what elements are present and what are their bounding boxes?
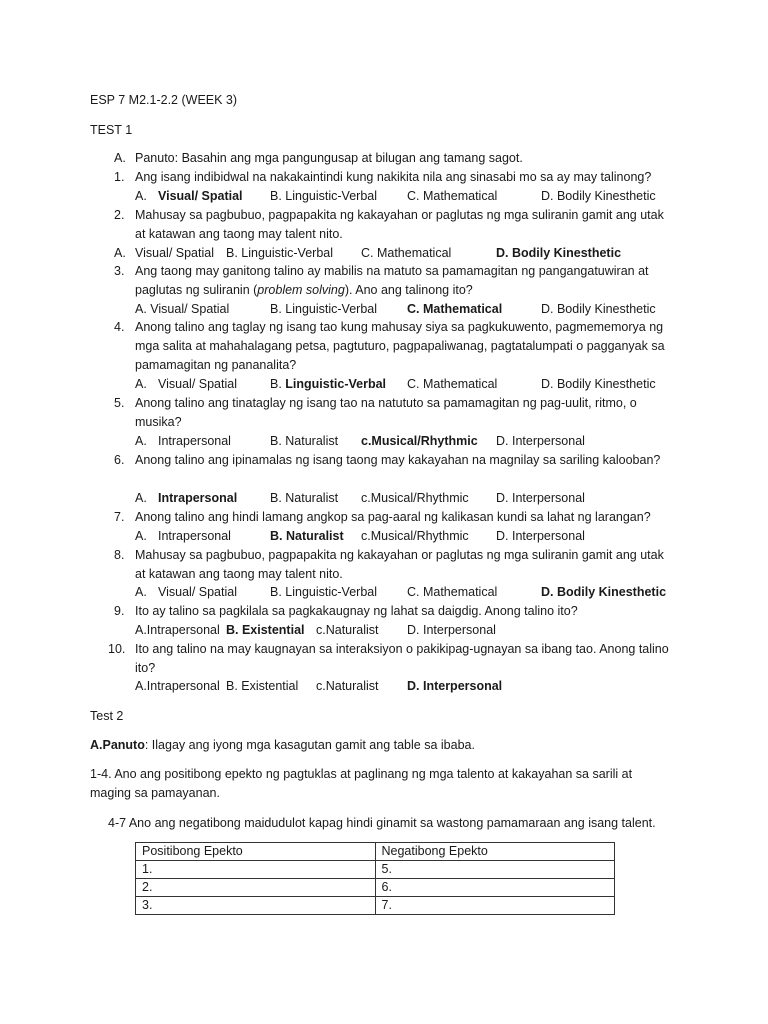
q10-text-line2: ito? — [135, 661, 156, 675]
q3-line2-prefix: paglutas ng suliranin ( — [135, 283, 258, 297]
table-cell[interactable]: 5. — [375, 861, 615, 879]
panuto-text: Panuto: Basahin ang mga pangungusap at bilugan ang tamang sagot. — [135, 151, 523, 165]
panuto-marker: A. — [114, 151, 126, 165]
q10-option-a[interactable]: A.Intrapersonal — [135, 679, 220, 693]
table-cell[interactable]: 1. — [136, 861, 376, 879]
q7-number: 7. — [114, 510, 125, 524]
test2-q1-4-line1: 1-4. Ano ang positibong epekto ng pagtuklas at paglinang ng mga talento at kakayahan sa sarili at — [90, 767, 633, 781]
table-row — [136, 879, 615, 897]
table-cell[interactable]: 7. — [375, 897, 615, 915]
q3-line2-suffix: ). Ano ang talinong ito? — [344, 283, 473, 297]
q8-number: 8. — [114, 548, 125, 562]
q9-number: 9. — [114, 604, 125, 618]
q7-text: Anong talino ang hindi lamang angkop sa pag-aaral ng kalikasan kundi sa lahat ng larangan? — [135, 510, 651, 524]
q8-option-c[interactable]: C. Mathematical — [407, 585, 498, 599]
q8-option-b[interactable]: B. Linguistic-Verbal — [270, 585, 378, 599]
q4-option-c[interactable]: C. Mathematical — [407, 377, 498, 391]
q5-text-line1: Anong talino ang tinataglay ng isang tao na natututo sa pamamagitan ng pag-uulit, ritmo, o — [135, 396, 637, 410]
table-header-positive: Positibong Epekto — [136, 843, 376, 861]
table-row — [136, 861, 615, 879]
q1-option-b[interactable]: B. Linguistic-Verbal — [270, 189, 378, 203]
q3-text-line1: Ang taong may ganitong talino ay mabilis na matuto sa pamamagitan ng pangangatuwiran at — [135, 264, 649, 278]
q6-text: Anong talino ang ipinamalas ng isang taong may kakayahan na magnilay sa sariling kalooban? — [135, 453, 661, 467]
q8-option-d[interactable]: D. Bodily Kinesthetic — [541, 585, 667, 599]
q2-text-line1: Mahusay sa pagbubuo, pagpapakita ng kakayahan or paglutas ng mga suliranin gamit ang utak — [135, 208, 664, 222]
q6-number: 6. — [114, 453, 125, 467]
q7-option-d[interactable]: D. Interpersonal — [496, 529, 585, 543]
q5-option-d[interactable]: D. Interpersonal — [496, 434, 585, 448]
q6-option-c[interactable]: c.Musical/Rhythmic — [361, 491, 469, 505]
q4-option-b[interactable] — [270, 377, 386, 391]
q10-option-d[interactable]: D. Interpersonal — [407, 679, 503, 693]
q3-option-a[interactable]: A. Visual/ Spatial — [135, 302, 230, 316]
test2-panuto-text: : Ilagay ang iyong mga kasagutan gamit ang table sa ibaba. — [144, 738, 475, 752]
q2-option-c[interactable]: C. Mathematical — [361, 246, 452, 260]
q8-text-line2: at katawan ang taong may talent nito. — [135, 567, 343, 581]
q9-text: Ito ay talino sa pagkilala sa pagkakaugnay ng lahat sa daigdig. Anong talino ito? — [135, 604, 578, 618]
q5-option-a[interactable]: Intrapersonal — [158, 434, 231, 448]
q1-text: Ang isang indibidwal na nakakaintindi kung nakikita nila ang sinasabi mo sa ay may talinong? — [135, 170, 652, 184]
q10-option-c[interactable]: c.Naturalist — [316, 679, 379, 693]
test1-heading: TEST 1 — [90, 123, 133, 137]
test2-q1-4-line2: maging sa pamayanan. — [90, 786, 220, 800]
q3-option-d[interactable]: D. Bodily Kinesthetic — [541, 302, 656, 316]
q9-option-d[interactable]: D. Interpersonal — [407, 623, 496, 637]
q2-number: 2. — [114, 208, 125, 222]
q5-option-a-marker: A. — [135, 434, 147, 448]
answer-table — [135, 842, 615, 915]
q9-option-c[interactable]: c.Naturalist — [316, 623, 379, 637]
q4-text-line2: mga salita at mahahalagang petsa, pagtuturo, pagpapaliwanag, pagtatalumpati o pagganyak sa — [135, 339, 665, 353]
q10-number: 10. — [108, 642, 126, 656]
table-row — [136, 897, 615, 915]
q4-option-d[interactable]: D. Bodily Kinesthetic — [541, 377, 656, 391]
q2-text-line2: at katawan ang taong may talent nito. — [135, 227, 343, 241]
q4-option-b-prefix: B. — [270, 377, 286, 391]
q8-option-a-marker: A. — [135, 585, 147, 599]
table-cell[interactable]: 6. — [375, 879, 615, 897]
q3-line2-italic: problem solving — [257, 283, 345, 297]
table-header-negative: Negatibong Epekto — [375, 843, 615, 861]
q3-option-b[interactable]: B. Linguistic-Verbal — [270, 302, 378, 316]
q1-option-a[interactable]: Visual/ Spatial — [158, 189, 243, 203]
test2-panuto-label: A.Panuto — [90, 738, 145, 752]
q2-option-a-marker: A. — [114, 246, 126, 260]
test2-panuto — [90, 738, 475, 752]
q6-option-b[interactable]: B. Naturalist — [270, 491, 339, 505]
q6-option-d[interactable]: D. Interpersonal — [496, 491, 585, 505]
table-cell[interactable]: 2. — [136, 879, 376, 897]
q4-option-a[interactable]: Visual/ Spatial — [158, 377, 237, 391]
q7-option-a-marker: A. — [135, 529, 147, 543]
q1-number: 1. — [114, 170, 125, 184]
q6-option-a-marker: A. — [135, 491, 147, 505]
q9-option-a[interactable]: A.Intrapersonal — [135, 623, 220, 637]
q4-option-b-label: Linguistic-Verbal — [285, 377, 387, 391]
q3-text-line2 — [135, 283, 473, 297]
q1-option-d[interactable]: D. Bodily Kinesthetic — [541, 189, 656, 203]
q1-option-a-marker: A. — [135, 189, 147, 203]
q8-option-a[interactable]: Visual/ Spatial — [158, 585, 237, 599]
q5-number: 5. — [114, 396, 125, 410]
q5-option-c[interactable]: c.Musical/Rhythmic — [361, 434, 478, 448]
q2-option-b[interactable]: B. Linguistic-Verbal — [226, 246, 334, 260]
q5-option-b[interactable]: B. Naturalist — [270, 434, 339, 448]
q8-text-line1: Mahusay sa pagbubuo, pagpapakita ng kakayahan or paglutas ng mga suliranin gamit ang utak — [135, 548, 664, 562]
test2-heading: Test 2 — [90, 709, 124, 723]
q6-option-a[interactable]: Intrapersonal — [158, 491, 238, 505]
q3-number: 3. — [114, 264, 125, 278]
q4-text-line3: pamamagitan ng pananalita? — [135, 358, 297, 372]
q7-option-a[interactable]: Intrapersonal — [158, 529, 231, 543]
q10-text-line1: Ito ang talino na may kaugnayan sa interaksiyon o pakikipag-ugnayan sa ibang tao. Anong talino — [135, 642, 669, 656]
table-header-row — [136, 843, 615, 861]
q7-option-c[interactable]: c.Musical/Rhythmic — [361, 529, 469, 543]
q3-option-c[interactable]: C. Mathematical — [407, 302, 503, 316]
q4-number: 4. — [114, 320, 125, 334]
doc-title: ESP 7 M2.1-2.2 (WEEK 3) — [90, 93, 238, 107]
q2-option-d[interactable]: D. Bodily Kinesthetic — [496, 246, 622, 260]
q4-text-line1: Anong talino ang taglay ng isang tao kung mahusay siya sa pagkukuwento, pagmememorya ng — [135, 320, 664, 334]
q5-text-line2: musika? — [135, 415, 182, 429]
q10-option-b[interactable]: B. Existential — [226, 679, 299, 693]
table-cell[interactable]: 3. — [136, 897, 376, 915]
q7-option-b[interactable]: B. Naturalist — [270, 529, 344, 543]
q9-option-b[interactable]: B. Existential — [226, 623, 305, 637]
test2-q4-7: 4-7 Ano ang negatibong maidudulot kapag hindi ginamit sa wastong pamamaraan ang isang talent. — [108, 816, 656, 830]
q4-option-a-marker: A. — [135, 377, 147, 391]
q1-option-c[interactable]: C. Mathematical — [407, 189, 498, 203]
q2-option-a[interactable]: Visual/ Spatial — [135, 246, 214, 260]
